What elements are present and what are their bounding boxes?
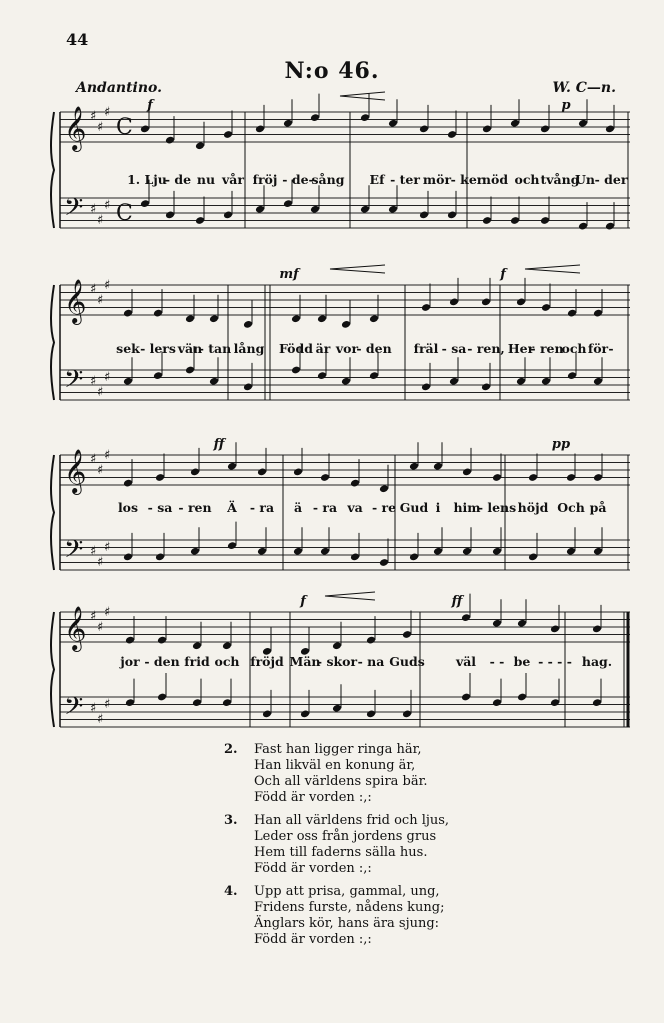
treble-clef-icon: 𝄞 [64, 106, 87, 150]
sharp-icon: ♯ [97, 293, 104, 308]
dynamic-marking: pp [551, 437, 571, 452]
bass-clef-icon: 𝄢 [64, 535, 84, 570]
dynamic-marking: mf [279, 267, 299, 282]
syllable: Ef [369, 172, 385, 187]
syllable: Gud [399, 500, 429, 515]
sharp-icon: ♯ [90, 452, 97, 467]
dynamic-marking: ff [213, 437, 225, 452]
verse-number: 4. [224, 884, 238, 899]
sharp-icon: ♯ [90, 609, 97, 624]
syllable: - de- [282, 172, 314, 187]
sharp-icon: ♯ [104, 605, 111, 620]
sharp-icon: ♯ [90, 374, 97, 389]
common-time-icon: C [116, 201, 133, 226]
syllable: lång [233, 341, 265, 356]
syllable: vän [177, 341, 203, 356]
syllable: hag. [581, 654, 613, 669]
syllable: - lens [477, 500, 517, 515]
sharp-icon: ♯ [97, 463, 104, 478]
syllable: Och [557, 500, 585, 515]
sharp-icon: ♯ [104, 540, 111, 555]
syllable: är [315, 341, 331, 356]
verse-line: Född är vorden :,: [254, 932, 372, 947]
verse-number: 2. [224, 742, 238, 757]
verse-line: Han all världens frid och ljus, [254, 813, 450, 828]
dynamic-marking: ff [451, 594, 463, 609]
verse-line: Änglars kör, hans ära sjung: [254, 916, 440, 931]
syllable: Un [575, 172, 595, 187]
syllable: - de [164, 172, 192, 187]
verse-line: Född är vorden :,: [254, 861, 372, 876]
syllable: Her [507, 341, 535, 356]
syllable: - den [356, 341, 392, 356]
syllable: - ra [312, 500, 338, 515]
sharp-icon: ♯ [104, 448, 111, 463]
sharp-icon: ♯ [97, 213, 104, 228]
page-number: 44 [66, 30, 89, 49]
bass-clef-icon: 𝄢 [64, 193, 84, 228]
syllable: - den [144, 654, 180, 669]
syllable: - ren [530, 341, 564, 356]
tempo-marking: Andantino. [76, 80, 163, 96]
crescendo-hairpin [325, 592, 375, 600]
syllable: - der [594, 172, 628, 187]
lyric-line-4 [0, 654, 664, 674]
dynamic-marking: f [500, 267, 506, 282]
syllable: - - - - [538, 654, 572, 669]
syllable: i [435, 500, 441, 515]
hymn-number: N:o 46. [284, 58, 380, 84]
verse-line: Upp att prisa, gammal, ung, [254, 884, 440, 899]
verse-line: Och all världens spira bär. [254, 774, 428, 789]
syllable: - ren [178, 500, 212, 515]
syllable: fräl [413, 341, 439, 356]
sharp-icon: ♯ [104, 278, 111, 293]
verse-line: Han likväl en konung är, [254, 758, 416, 773]
syllable: - ker [450, 172, 484, 187]
sharp-icon: ♯ [90, 544, 97, 559]
syllable: och [214, 654, 240, 669]
syllable: ä [293, 500, 303, 515]
syllable: och [561, 341, 587, 356]
verse-line: Fridens furste, nådens kung; [254, 900, 445, 915]
sharp-icon: ♯ [97, 712, 104, 727]
verse-line: Leder oss från jordens grus [254, 829, 437, 844]
composer-credit: W. C—n. [552, 80, 616, 96]
syllable: los [117, 500, 139, 515]
verse-2 [224, 742, 449, 806]
verse-number: 3. [224, 813, 238, 828]
bass-clef-icon: 𝄢 [64, 692, 84, 727]
syllable: sek [116, 341, 140, 356]
syllable: tvång [540, 172, 580, 187]
sharp-icon: ♯ [104, 697, 111, 712]
syllable: Ä [227, 500, 237, 515]
common-time-icon: C [116, 115, 133, 140]
verse-line: Fast han ligger ringa här, [254, 742, 422, 757]
syllable: väl [455, 654, 477, 669]
syllable: - sa [147, 500, 173, 515]
syllable: vor [335, 341, 359, 356]
bass-clef-icon: 𝄢 [64, 365, 84, 400]
sharp-icon: ♯ [90, 109, 97, 124]
dynamic-marking: f [147, 98, 153, 113]
syllable: och [514, 172, 540, 187]
syllable: - sa [441, 341, 467, 356]
treble-clef-icon: 𝄞 [64, 449, 87, 493]
syllable: för [587, 341, 609, 356]
syllable: jor [120, 654, 140, 669]
sharp-icon: ♯ [97, 385, 104, 400]
sharp-icon: ♯ [104, 105, 111, 120]
treble-clef-icon: 𝄞 [64, 606, 87, 650]
sharp-icon: ♯ [90, 282, 97, 297]
syllable: på [589, 500, 607, 515]
syllable: - - [489, 654, 505, 669]
syllable: 1. Lju [127, 172, 167, 187]
syllable: va [347, 500, 363, 515]
sharp-icon: ♯ [90, 202, 97, 217]
syllable: nu [196, 172, 216, 187]
sharp-icon: ♯ [90, 701, 97, 716]
syllable: frid [184, 654, 210, 669]
syllable: vår [222, 172, 244, 187]
syllable: fröj [252, 172, 278, 187]
additional-verses [224, 742, 449, 955]
syllable: - na [357, 654, 385, 669]
verse-3 [224, 813, 449, 877]
dynamic-marking: f [300, 594, 306, 609]
syllable: - ra [249, 500, 275, 515]
syllable: - [608, 341, 614, 356]
syllable: be [513, 654, 531, 669]
sharp-icon: ♯ [104, 370, 111, 385]
verse-4 [224, 884, 449, 948]
syllable: him [453, 500, 481, 515]
sharp-icon: ♯ [97, 120, 104, 135]
syllable: höjd [517, 500, 549, 515]
syllable: fröjd [250, 654, 284, 669]
syllable: - tan [198, 341, 232, 356]
syllable: sång [311, 172, 345, 187]
syllable: - ter [390, 172, 420, 187]
syllable: - skor [316, 654, 358, 669]
dynamic-marking: p [561, 98, 571, 113]
syllable: mör [422, 172, 452, 187]
syllable: Född [278, 341, 314, 356]
syllable: Guds [389, 654, 425, 669]
syllable: - lers [140, 341, 176, 356]
sharp-icon: ♯ [97, 620, 104, 635]
verse-line: Född är vorden :,: [254, 790, 372, 805]
syllable: Män [289, 654, 321, 669]
verse-line: Hem till faderns sälla hus. [254, 845, 428, 860]
syllable: - re [371, 500, 397, 515]
treble-clef-icon: 𝄞 [64, 279, 87, 323]
sharp-icon: ♯ [97, 555, 104, 570]
syllable: - ren, [467, 341, 505, 356]
sharp-icon: ♯ [104, 198, 111, 213]
syllable: nöd [481, 172, 509, 187]
